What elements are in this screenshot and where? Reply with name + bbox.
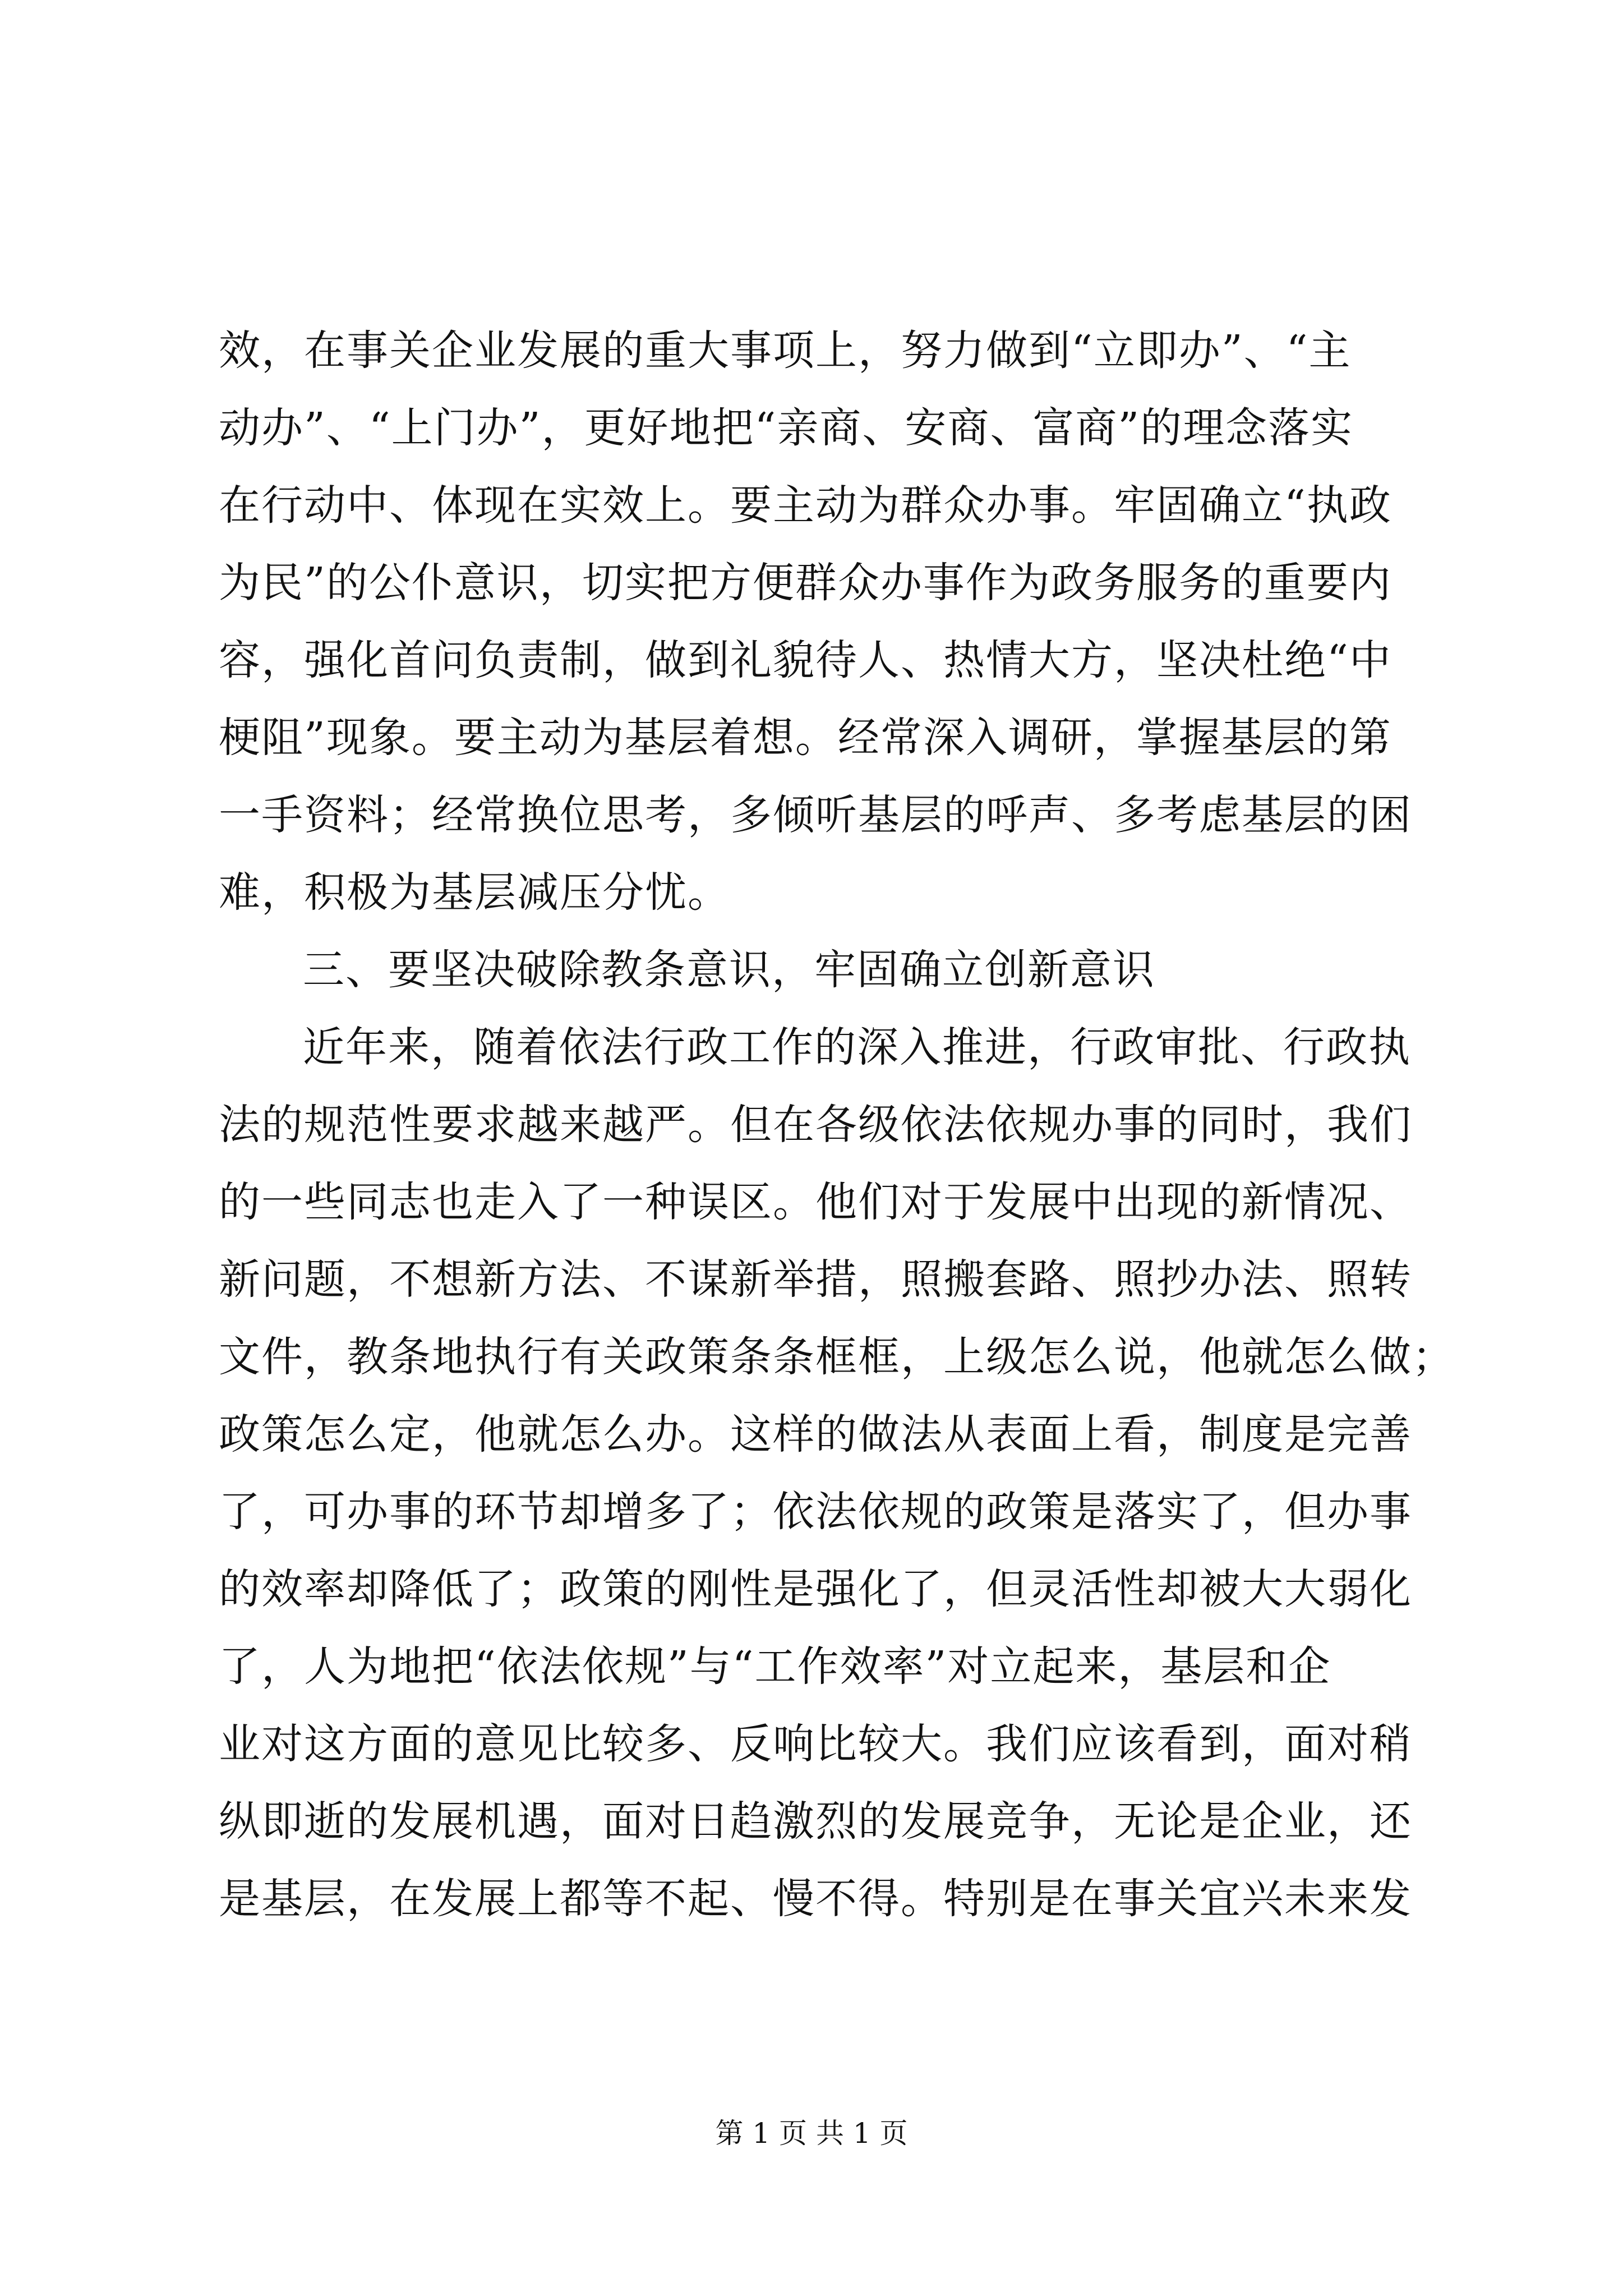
text-line: 近年来，随着依法行政工作的深入推进，行政审批、行政执 [303, 1023, 1411, 1071]
text-line: 了，可办事的环节却增多了；依法依规的政策是落实了，但办事 [219, 1488, 1412, 1536]
section-heading: 三、要坚决破除教条意识，牢固确立创新意识 [303, 946, 1155, 994]
text-line: 政策怎么定，他就怎么办。这样的做法从表面上看，制度是完善 [219, 1410, 1412, 1458]
page-number-footer: 第 1 页 共 1 页 [715, 2117, 908, 2150]
text-line: 业对这方面的意见比较多、反响比较大。我们应该看到，面对稍 [219, 1720, 1412, 1768]
text-line: 难，积极为基层减压分忧。 [219, 868, 730, 917]
text-line: 的效率却降低了；政策的刚性是强化了，但灵活性却被大大弱化 [219, 1565, 1412, 1613]
text-line: 动办”、“上门办”，更好地把“亲商、安商、富商”的理念落实 [219, 404, 1354, 452]
text-line: 的一些同志也走入了一种误区。他们对于发展中出现的新情况、 [219, 1178, 1412, 1226]
text-line: 法的规范性要求越来越严。但在各级依法依规办事的同时，我们 [219, 1101, 1412, 1149]
text-line: 梗阻”现象。要主动为基层着想。经常深入调研，掌握基层的第 [219, 714, 1392, 762]
text-line: 在行动中、体现在实效上。要主动为群众办事。牢固确立“执政 [219, 481, 1392, 530]
text-line: 一手资料；经常换位思考，多倾听基层的呼声、多考虑基层的困 [219, 791, 1412, 839]
text-line: 新问题，不想新方法、不谋新举措，照搬套路、照抄办法、照转 [219, 1255, 1412, 1304]
text-line: 效，在事关企业发展的重大事项上，努力做到“立即办”、“主 [219, 326, 1352, 375]
text-line: 纵即逝的发展机遇，面对日趋激烈的发展竞争，无论是企业，还 [219, 1797, 1412, 1846]
text-line: 容，强化首问负责制，做到礼貌待人、热情大方，坚决杜绝“中 [219, 636, 1392, 684]
text-line: 文件，教条地执行有关政策条条框框，上级怎么说，他就怎么做； [219, 1333, 1455, 1381]
text-line: 是基层，在发展上都等不起、慢不得。特别是在事关宜兴未来发 [219, 1875, 1412, 1923]
text-line: 了，人为地把“依法依规”与“工作效率”对立起来，基层和企 [219, 1642, 1331, 1691]
text-line: 为民”的公仆意识，切实把方便群众办事作为政务服务的重要内 [219, 559, 1392, 607]
